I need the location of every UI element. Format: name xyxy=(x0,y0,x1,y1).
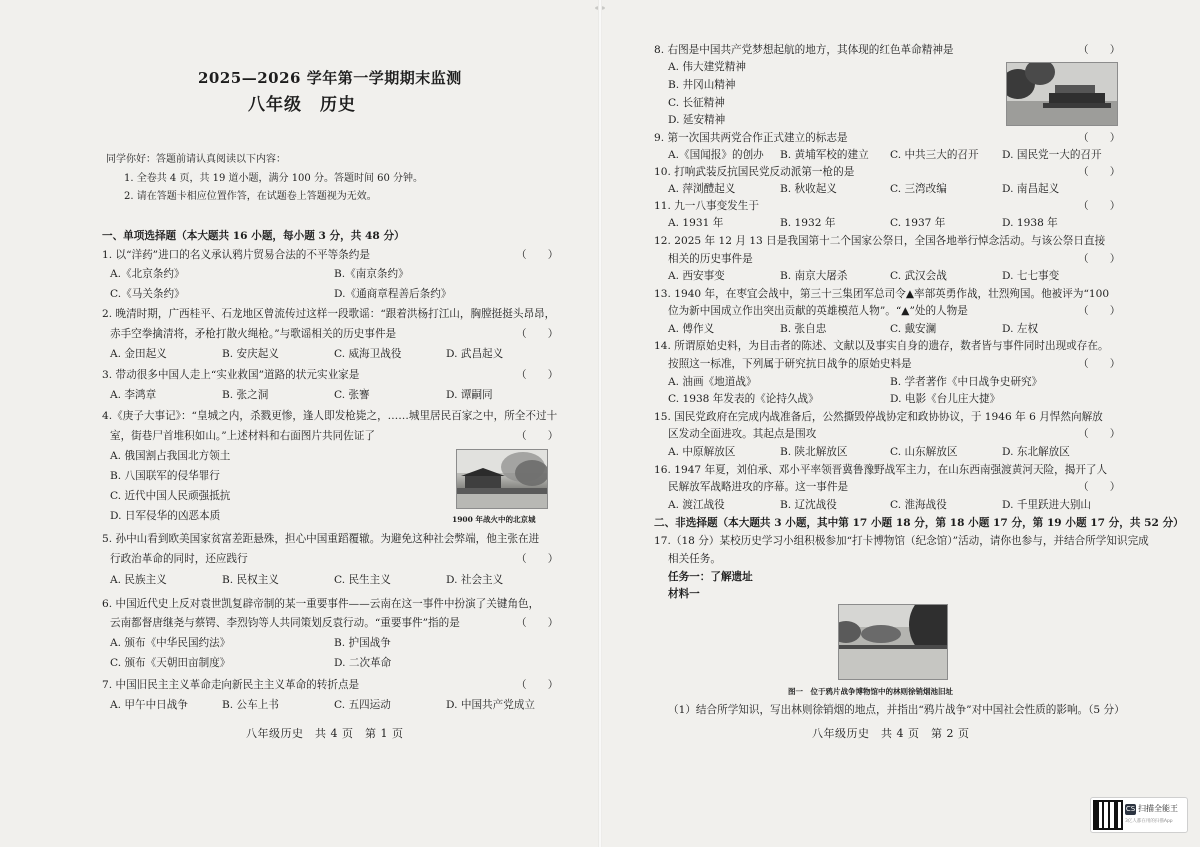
q4-stem-line1: 4.《庚子大事记》：“皇城之内，杀戮更惨，逢人即发枪毙之，……城里居民百家之中，所全不过十 xyxy=(102,410,558,422)
q2-option-a: A. 金田起义 xyxy=(110,348,167,360)
exam-title: 2025—2026 学年第一学期期末监测 xyxy=(198,69,462,87)
scanner-watermark xyxy=(1090,797,1188,833)
q14-stem-line1: 14. 所谓原始史料，为目击者的陈述、文献以及事实自身的遗存，数者皆与事件同时出现或存在。 xyxy=(654,340,1109,352)
q12-answer-bracket: （ ） xyxy=(1078,253,1121,265)
q11-stem: 11. 九一八事变发生于 xyxy=(654,200,759,212)
scanner-tagline: 3亿人都在用的扫描App xyxy=(1125,819,1173,824)
q3-option-a: A. 李鸿章 xyxy=(110,389,157,401)
q6-option-b: B. 护国战争 xyxy=(334,637,391,649)
q7-option-a: A. 甲午中日战争 xyxy=(110,699,188,711)
q12-option-a: A. 西安事变 xyxy=(668,270,725,282)
camscanner-logo-icon: CS xyxy=(1125,805,1136,813)
q12-stem-line1: 12. 2025 年 12 月 13 日是我国第十二个国家公祭日，全国各地举行悼念活动。与该公祭日直接 xyxy=(654,235,1106,247)
q9-answer-bracket: （ ） xyxy=(1078,132,1121,144)
q16-option-b: B. 辽沈战役 xyxy=(780,499,837,511)
q7-stem: 7. 中国旧民主主义革命走向新民主主义革命的转折点是 xyxy=(102,679,360,691)
q5-option-d: D. 社会主义 xyxy=(446,574,504,586)
q14-stem-line2: 按照这一标准，下列属于研究抗日战争的原始史料是 xyxy=(668,358,912,370)
q16-option-c: C. 淮海战役 xyxy=(890,499,947,511)
section-2-heading: 二、非选择题（本大题共 3 小题，其中第 17 小题 18 分，第 18 小题 17 分，第 19 小题 17 分，共 52 分） xyxy=(654,517,1184,529)
q15-option-b: B. 陕北解放区 xyxy=(780,446,848,458)
scanner-app-name: 扫描全能王 xyxy=(1138,804,1178,813)
q11-option-d: D. 1938 年 xyxy=(1002,217,1058,229)
q9-option-d: D. 国民党一大的召开 xyxy=(1002,149,1102,161)
q3-stem: 3. 带动很多中国人走上“实业救国”道路的状元实业家是 xyxy=(102,369,360,381)
q5-answer-bracket: （ ） xyxy=(516,553,559,565)
q12-stem-line2: 相关的历史事件是 xyxy=(668,253,753,265)
q14-option-b: B. 学者著作《中日战争史研究》 xyxy=(890,376,1043,388)
q10-option-c: C. 三湾改编 xyxy=(890,183,947,195)
q6-stem-line2: 云南都督唐继尧与蔡锷、李烈钧等人共同策划反袁行动。“重要事件”指的是 xyxy=(110,617,460,629)
q12-option-b: B. 南京大屠杀 xyxy=(780,270,848,282)
q4-option-a: A. 俄国割占我国北方领土 xyxy=(110,450,231,462)
section-1-heading: 一、单项选择题（本大题共 16 小题，每小题 3 分，共 48 分） xyxy=(102,230,405,242)
q6-answer-bracket: （ ） xyxy=(516,617,559,629)
q17-stem-line2: 相关任务。 xyxy=(668,553,721,565)
q4-option-c: C. 近代中国人民顽强抵抗 xyxy=(110,490,231,502)
q6-stem-line1: 6. 中国近代史上反对袁世凯复辟帝制的某一重要事件——云南在这一事件中扮演了关键角色， xyxy=(102,598,540,610)
q16-stem-line2: 民解放军战略进攻的序幕。这一事件是 xyxy=(668,481,849,493)
q10-option-b: B. 秋收起义 xyxy=(780,183,837,195)
q8-option-a: A. 伟大建党精神 xyxy=(668,61,746,73)
q3-option-c: C. 张謇 xyxy=(334,389,370,401)
q9-option-c: C. 中共三大的召开 xyxy=(890,149,979,161)
q8-option-c: C. 长征精神 xyxy=(668,97,725,109)
q11-option-a: A. 1931 年 xyxy=(668,217,724,229)
q7-option-b: B. 公车上书 xyxy=(222,699,279,711)
q17-material-1: 材料一 xyxy=(668,588,700,600)
q6-option-a: A. 颁布《中华民国约法》 xyxy=(110,637,231,649)
q16-stem-line1: 16. 1947 年夏，刘伯承、邓小平率领晋冀鲁豫野战军主力，在山东西南强渡黄河天险，揭开了人 xyxy=(654,464,1108,476)
q5-option-b: B. 民权主义 xyxy=(222,574,279,586)
q15-answer-bracket: （ ） xyxy=(1078,428,1121,440)
q6-option-c: C. 颁布《天朝田亩制度》 xyxy=(110,657,231,669)
q11-answer-bracket: （ ） xyxy=(1078,200,1121,212)
q2-stem-line2: 赤手空拳擒清将，矛枪打散火绳枪。”与歌谣相关的历史事件是 xyxy=(110,328,397,340)
page-1-footer: 八年级历史 共 4 页 第 1 页 xyxy=(246,727,404,740)
exam-subtitle: 八年级 历史 xyxy=(248,95,356,115)
qr-code-icon xyxy=(1095,802,1121,828)
notice-greeting: 同学你好：答题前请认真阅读以下内容： xyxy=(106,154,286,165)
q11-option-c: C. 1937 年 xyxy=(890,217,946,229)
q8-stem: 8. 右图是中国共产党梦想起航的地方，其体现的红色革命精神是 xyxy=(654,44,954,56)
q14-option-a: A. 油画《地道战》 xyxy=(668,376,757,388)
q13-option-b: B. 张自忠 xyxy=(780,323,827,335)
q7-option-c: C. 五四运动 xyxy=(334,699,391,711)
q4-option-b: B. 八国联军的侵华罪行 xyxy=(110,470,220,482)
q2-stem-line1: 2. 晚清时期，广西桂平、石龙地区曾流传过这样一段歌谣：“跟着洪杨打江山，胸膛挺挺头昂昂， xyxy=(102,308,556,320)
q9-option-a: A.《国闻报》的创办 xyxy=(668,149,764,161)
q1-option-a: A.《北京条约》 xyxy=(110,268,185,280)
q1-option-d: D.《通商章程善后条约》 xyxy=(334,288,452,300)
q10-stem: 10. 打响武装反抗国民党反动派第一枪的是 xyxy=(654,166,855,178)
q9-option-b: B. 黄埔军校的建立 xyxy=(780,149,869,161)
q16-option-d: D. 千里跃进大别山 xyxy=(1002,499,1092,511)
q15-stem-line1: 15. 国民党政府在完成内战准备后，公然撕毁停战协定和政协协议，于 1946 年 6 月悍然向解放 xyxy=(654,411,1103,423)
q5-option-a: A. 民族主义 xyxy=(110,574,167,586)
q16-option-a: A. 渡江战役 xyxy=(668,499,725,511)
lin-zexu-pool-photo xyxy=(838,604,948,680)
q12-option-d: D. 七七事变 xyxy=(1002,270,1060,282)
page-2-footer: 八年级历史 共 4 页 第 2 页 xyxy=(812,727,970,740)
q10-option-d: D. 南昌起义 xyxy=(1002,183,1060,195)
q8-option-b: B. 井冈山精神 xyxy=(668,79,736,91)
q7-answer-bracket: （ ） xyxy=(516,679,559,691)
q16-answer-bracket: （ ） xyxy=(1078,481,1121,493)
q7-option-d: D. 中国共产党成立 xyxy=(446,699,536,711)
q1-option-b: B.《南京条约》 xyxy=(334,268,409,280)
q13-stem-line2: 位为新中国成立作出突出贡献的英雄模范人物”。“▲”处的人物是 xyxy=(668,305,968,317)
q13-option-d: D. 左权 xyxy=(1002,323,1039,335)
exam-page-2 xyxy=(600,0,1200,847)
q3-option-d: D. 谭嗣同 xyxy=(446,389,493,401)
q13-option-a: A. 傅作义 xyxy=(668,323,715,335)
q3-answer-bracket: （ ） xyxy=(516,369,559,381)
q2-option-c: C. 威海卫战役 xyxy=(334,348,402,360)
q12-option-c: C. 武汉会战 xyxy=(890,270,947,282)
notice-item-1: 1. 全卷共 4 页，共 19 道小题，满分 100 分。答题时间 60 分钟。 xyxy=(124,173,424,184)
q5-stem-line2: 行政治革命的同时，还应践行 xyxy=(110,553,248,565)
q14-answer-bracket: （ ） xyxy=(1078,358,1121,370)
q5-option-c: C. 民生主义 xyxy=(334,574,391,586)
red-boat-photo xyxy=(1006,62,1118,126)
q13-stem-line1: 13. 1940 年，在枣宜会战中，第三十三集团军总司令▲率部英勇作战，壮烈殉国。他被评为“100 xyxy=(654,288,1110,300)
q10-option-a: A. 萍浏醴起义 xyxy=(668,183,736,195)
q17-task-1: 任务一：了解遗址 xyxy=(668,571,753,583)
q1-option-c: C.《马关条约》 xyxy=(110,288,185,300)
q15-option-c: C. 山东解放区 xyxy=(890,446,958,458)
q11-option-b: B. 1932 年 xyxy=(780,217,836,229)
q6-option-d: D. 二次革命 xyxy=(334,657,392,669)
q4-answer-bracket: （ ） xyxy=(516,430,559,442)
q15-option-d: D. 东北解放区 xyxy=(1002,446,1070,458)
q9-stem: 9. 第一次国共两党合作正式建立的标志是 xyxy=(654,132,848,144)
q1-stem: 1. 以“洋药”进口的名义承认鸦片贸易合法的不平等条约是 xyxy=(102,249,370,261)
q15-option-a: A. 中原解放区 xyxy=(668,446,736,458)
q4-option-d: D. 日军侵华的凶恶本质 xyxy=(110,510,221,522)
q13-answer-bracket: （ ） xyxy=(1078,305,1121,317)
q14-option-c: C. 1938 年发表的《论持久战》 xyxy=(668,393,819,405)
q15-stem-line2: 区发动全面进攻。其起点是围攻 xyxy=(668,428,817,440)
q2-option-b: B. 安庆起义 xyxy=(222,348,279,360)
q2-option-d: D. 武昌起义 xyxy=(446,348,504,360)
q10-answer-bracket: （ ） xyxy=(1078,166,1121,178)
q8-option-d: D. 延安精神 xyxy=(668,114,726,126)
q17-subquestion-1: （1）结合所学知识，写出林则徐销烟的地点，并指出“鸦片战争”对中国社会性质的影响。（5 分） xyxy=(668,704,1125,716)
q13-option-c: C. 戴安澜 xyxy=(890,323,937,335)
q8-answer-bracket: （ ） xyxy=(1078,44,1121,56)
q5-stem-line1: 5. 孙中山看到欧美国家贫富差距悬殊，担心中国重蹈覆辙。为避免这种社会弊端，他主张在进 xyxy=(102,533,540,545)
beijing-1900-photo xyxy=(456,449,548,509)
q2-answer-bracket: （ ） xyxy=(516,328,559,340)
q4-stem-line2: 室，街巷尸首堆积如山。”上述材料和右面图片共同佐证了 xyxy=(110,430,375,442)
notice-item-2: 2. 请在答题卡相应位置作答，在试题卷上答题视为无效。 xyxy=(124,191,377,202)
beijing-photo-caption: 1900 年战火中的北京城 xyxy=(452,515,536,524)
q3-option-b: B. 张之洞 xyxy=(222,389,269,401)
q14-option-d: D. 电影《台儿庄大捷》 xyxy=(890,393,1001,405)
lin-zexu-photo-caption: 图一 位于鸦片战争博物馆中的林则徐销烟池旧址 xyxy=(788,687,953,696)
q17-stem-line1: 17.（18 分）某校历史学习小组积极参加“打卡博物馆（纪念馆）”活动，请你也参与，并结合所学知识完成 xyxy=(654,535,1149,547)
q1-answer-bracket: （ ） xyxy=(516,249,559,261)
